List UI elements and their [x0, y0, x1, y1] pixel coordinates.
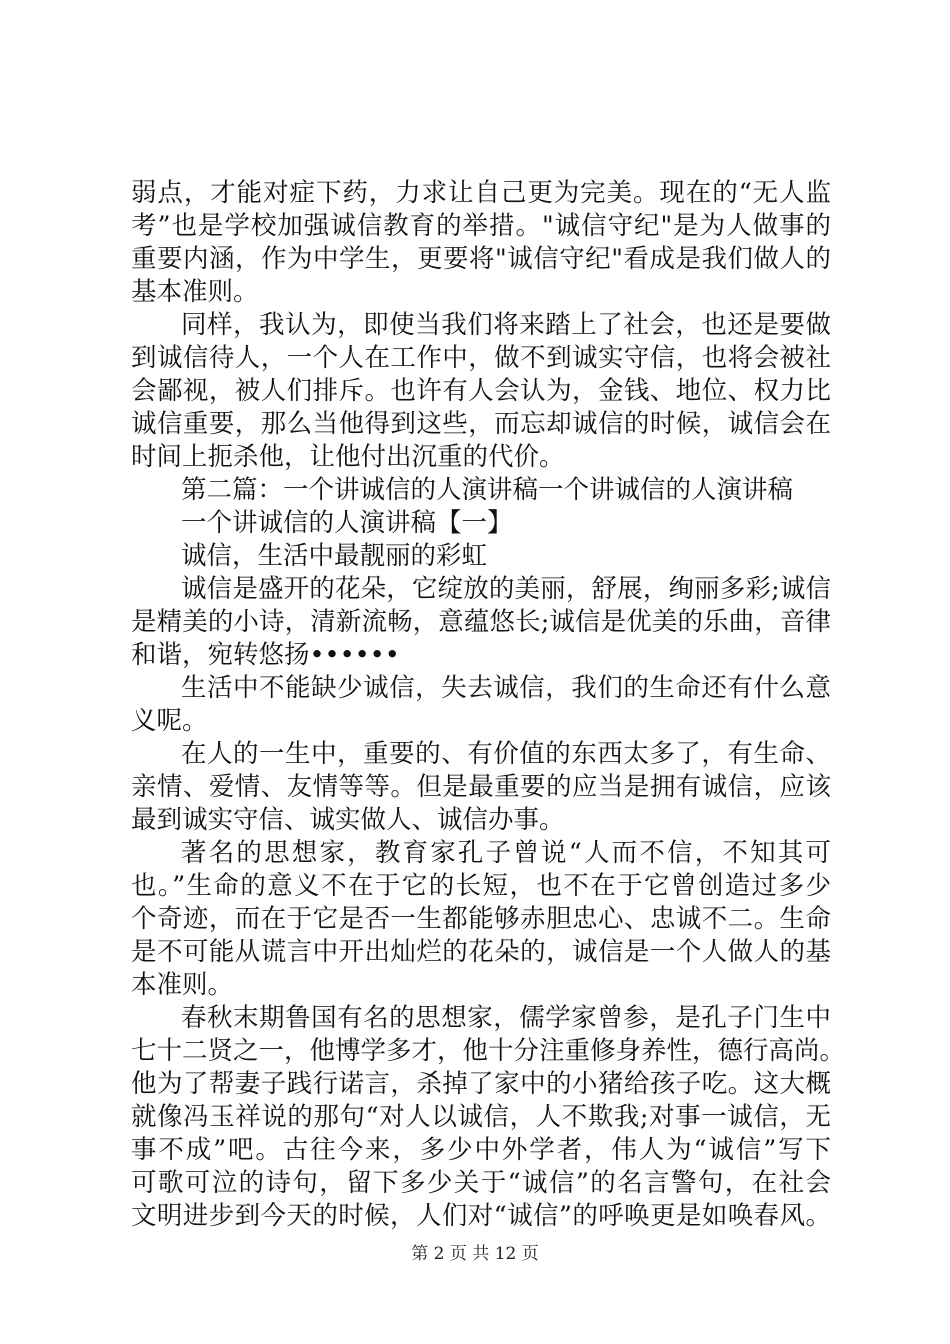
text-line: 考”也是学校加强诚信教育的举措。"诚信守纪"是为人做事的: [131, 211, 831, 241]
text-line: 重要内涵，作为中学生，更要将"诚信守纪"看成是我们做人的: [131, 244, 831, 274]
text-line: 诚信是盛开的花朵，它绽放的美丽，舒展，绚丽多彩;诚信: [181, 574, 831, 604]
text-line: 义呢。: [131, 706, 208, 736]
text-line: 时间上扼杀他，让他付出沉重的代价。: [131, 442, 565, 472]
speech-subtitle: 诚信，生活中最靓丽的彩虹: [181, 541, 488, 571]
text-line: 会鄙视，被人们排斥。也许有人会认为，金钱、地位、权力比: [131, 376, 831, 406]
page-footer: 第 2 页 共 12 页: [411, 1244, 539, 1264]
text-line: 诚信重要，那么当他得到这些，而忘却诚信的时候，诚信会在: [131, 409, 831, 439]
text-line: 本准则。: [131, 970, 234, 1000]
text-line: 文明进步到今天的时候，人们对“诚信”的呼唤更是如唤春风。: [131, 1201, 831, 1231]
text-line: 著名的思想家，教育家孔子曾说“人而不信，不知其可: [181, 838, 831, 868]
text-line: 在人的一生中，重要的、有价值的东西太多了，有生命、: [181, 739, 831, 769]
text-line: 可歌可泣的诗句，留下多少关于“诚信”的名言警句，在社会: [131, 1168, 831, 1198]
text-line: 是精美的小诗，清新流畅，意蕴悠长;诚信是优美的乐曲，音律: [131, 607, 831, 637]
speech-title: 一个讲诚信的人演讲稿【一】: [181, 508, 513, 538]
text-line: 弱点，才能对症下药，力求让自己更为完美。现在的“无人监: [131, 178, 831, 208]
text-line: 基本准则。: [131, 277, 259, 307]
text-line: 就像冯玉祥说的那句“对人以诚信，人不欺我;对事一诚信，无: [131, 1102, 831, 1132]
text-line: 亲情、爱情、友情等等。但是最重要的应当是拥有诚信，应该: [131, 772, 831, 802]
text-line: 最到诚实守信、诚实做人、诚信办事。: [131, 805, 565, 835]
text-line: 他为了帮妻子践行诺言，杀掉了家中的小猪给孩子吃。这大概: [131, 1069, 831, 1099]
text-line: 七十二贤之一，他博学多才，他十分注重修身养性，德行高尚。: [131, 1036, 846, 1066]
text-line: 个奇迹，而在于它是否一生都能够赤胆忠心、忠诚不二。生命: [131, 904, 831, 934]
section-heading: 第二篇：一个讲诚信的人演讲稿一个讲诚信的人演讲稿: [181, 475, 794, 505]
text-line: 生活中不能缺少诚信，失去诚信，我们的生命还有什么意: [181, 673, 831, 703]
text-line: 到诚信待人，一个人在工作中，做不到诚实守信，也将会被社: [131, 343, 831, 373]
text-line: 事不成”吧。古往今来，多少中外学者，伟人为“诚信”写下: [131, 1135, 831, 1165]
text-line: 和谐，宛转悠扬••••••: [131, 640, 400, 670]
text-line: 也。”生命的意义不在于它的长短，也不在于它曾创造过多少: [131, 871, 831, 901]
text-line: 春秋末期鲁国有名的思想家，儒学家曾参，是孔子门生中: [181, 1003, 831, 1033]
text-line: 是不可能从谎言中开出灿烂的花朵的，诚信是一个人做人的基: [131, 937, 831, 967]
text-line: 同样，我认为，即使当我们将来踏上了社会，也还是要做: [181, 310, 831, 340]
